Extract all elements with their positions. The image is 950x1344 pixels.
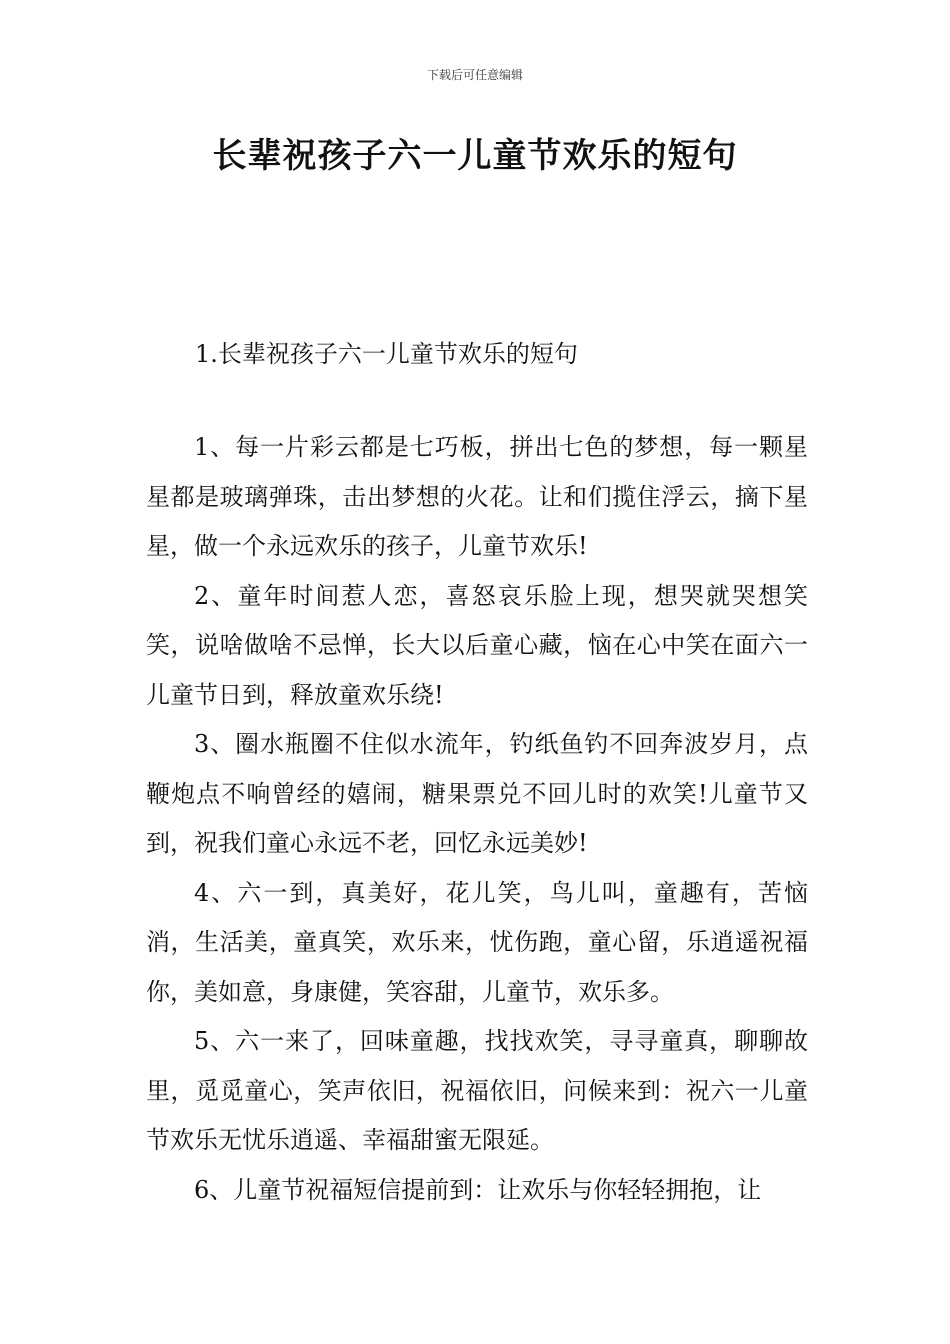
paragraph: 1、每一片彩云都是七巧板，拼出七色的梦想，每一颗星星都是玻璃弹珠，击出梦想的火花。让和们揽住浮云，摘下星星，做一个永远欢乐的孩子，儿童节欢乐!	[146, 433, 808, 560]
header-note: 下载后可任意编辑	[426, 68, 523, 82]
paragraph: 6、儿童节祝福短信提前到：让欢乐与你轻轻拥抱，让	[194, 1175, 762, 1204]
paragraph: 5、六一来了，回味童趣，找找欢笑，寻寻童真，聊聊故里，觅觅童心，笑声依旧，祝福依旧，问候来到：祝六一儿童节欢乐无忧乐逍遥、幸福甜蜜无限延。	[146, 1027, 808, 1154]
paragraph: 3、圈水瓶圈不住似水流年，钓纸鱼钓不回奔波岁月，点鞭炮点不响曾经的嬉闹，糖果票兑不回儿时的欢笑!儿童节又到，祝我们童心永远不老，回忆永远美妙!	[146, 730, 808, 857]
paragraph: 4、六一到，真美好，花儿笑，鸟儿叫，童趣有，苦恼消，生活美，童真笑，欢乐来，忧伤跑，童心留，乐逍遥祝福你，美如意，身康健，笑容甜，儿童节，欢乐多。	[146, 878, 808, 1006]
paragraph: 2、童年时间惹人恋，喜怒哀乐脸上现，想哭就哭想笑笑，说啥做啥不忌惮，长大以后童心藏，恼在心中笑在面六一儿童节日到，释放童欢乐绕!	[146, 581, 808, 709]
page-title: 长辈祝孩子六一儿童节欢乐的短句	[212, 136, 738, 176]
body-text	[146, 423, 808, 1215]
section-heading: 1.长辈祝孩子六一儿童节欢乐的短句	[195, 340, 578, 368]
